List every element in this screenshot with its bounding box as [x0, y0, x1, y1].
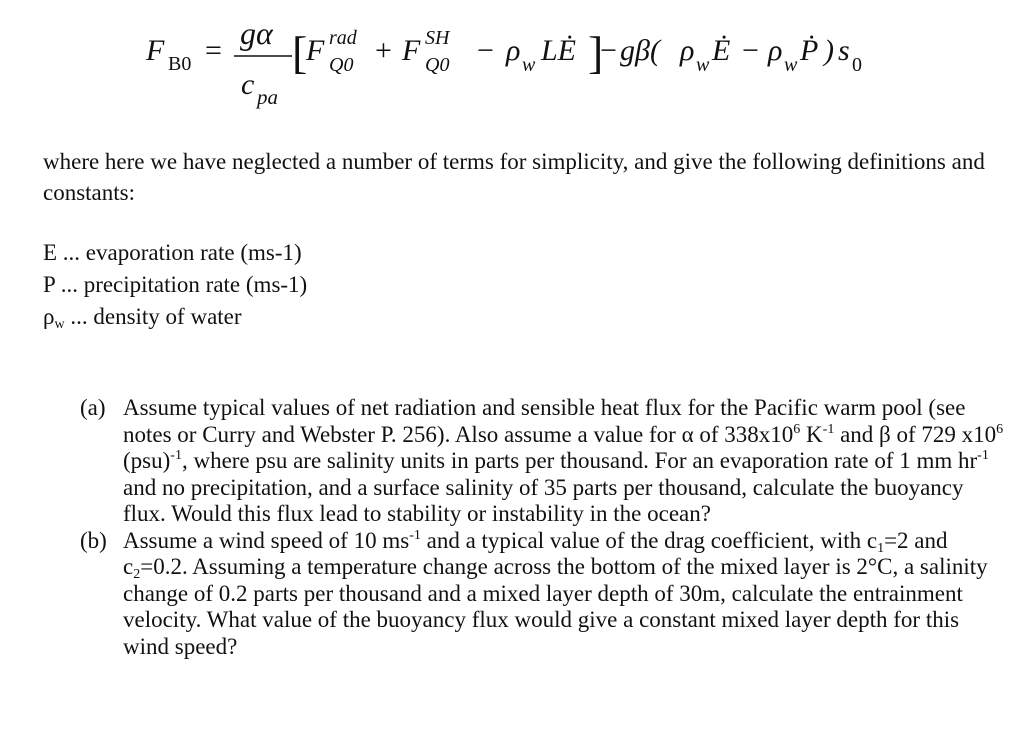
qa-part-2: K	[800, 421, 823, 447]
bracket-open: [	[292, 27, 308, 78]
definitions-list	[43, 237, 307, 333]
term3-rho-subscript: w	[522, 54, 536, 76]
qa-part-1: Assume typical values of net radiation and sensible heat flux for the Pacific warm pool (see notes or Curry and Webster P. 256). Also assume a value for α of 338x10	[123, 395, 966, 447]
definition-evaporation: E ... evaporation rate (ms-1)	[43, 240, 302, 265]
term1-subscript: Q0	[329, 54, 354, 76]
term1-symbol: F	[306, 34, 325, 67]
term4-evaporation: Ė	[712, 34, 731, 67]
fraction-denominator: c	[241, 68, 255, 101]
qb-part-4: =0.2. Assuming a temperature change across the bottom of the mixed layer is 2°C, a salinity change of 0.2 parts per thousand and a mixed layer depth of 30m, calculate the entrainment velocity. What value of the buoyancy flux would give a constant mixed layer depth for this wind speed?	[123, 554, 988, 659]
term4-salinity-subscript: 0	[852, 54, 862, 76]
plus-sign: +	[375, 34, 392, 67]
qa-sup-2: -1	[822, 421, 835, 437]
term4-rho-1-subscript: w	[696, 54, 710, 76]
qa-part-4: (psu)	[123, 448, 171, 473]
question-b-label: (b)	[80, 527, 107, 553]
density-text: ... density of water	[64, 304, 242, 329]
qa-sup-5: -1	[977, 448, 989, 463]
term1-superscript: rad	[329, 27, 357, 49]
term3-rest: LĖ	[541, 34, 577, 67]
question-b-text	[123, 528, 1005, 661]
term2-symbol: F	[402, 34, 421, 67]
rho-subscript: w	[54, 317, 65, 332]
question-a	[80, 395, 1005, 528]
term4-rho-1: ρ	[680, 34, 695, 67]
term4-salinity: s	[838, 34, 850, 67]
question-a-label: (a)	[80, 395, 106, 420]
qa-part-6: and no precipitation, and a surface salinity of 35 parts per thousand, calculate the buoyancy flux. Would this flux lead to stability or instability in the ocean?	[123, 474, 964, 526]
qa-sup-3: 6	[996, 421, 1004, 437]
term4-prefix: gβ(	[620, 34, 660, 67]
bracket-close: ]	[588, 27, 604, 78]
equals-sign: =	[205, 34, 222, 67]
definition-precipitation: P ... precipitation rate (ms-1)	[43, 272, 308, 297]
qb-part-2: and a typical value of the drag coefficient, with c	[420, 527, 878, 553]
minus-sign-2: −	[600, 34, 617, 67]
qb-sub-1: 1	[877, 540, 885, 556]
intro-paragraph: where here we have neglected a number of terms for simplicity, and give the following definitions and constants:	[43, 149, 985, 205]
qb-part-1: Assume a wind speed of 10 ms	[123, 527, 410, 553]
term2-subscript: Q0	[425, 54, 450, 76]
rho-symbol: ρ	[43, 304, 55, 329]
term4-precipitation: Ṗ	[800, 34, 819, 67]
term4-rho-2: ρ	[768, 34, 783, 67]
fraction-numerator: gα	[240, 15, 273, 51]
lhs-subscript: B0	[168, 53, 192, 75]
qa-sup-1: 6	[793, 421, 801, 437]
lhs-symbol: F	[146, 34, 165, 67]
qa-part-3: and β of 729 x10	[834, 421, 997, 447]
term4-rho-2-subscript: w	[784, 54, 798, 76]
term4-close-paren: )	[824, 34, 834, 67]
buoyancy-flux-equation	[0, 0, 1022, 130]
qb-sub-2: 2	[133, 567, 141, 582]
questions-list	[80, 395, 1005, 660]
term3-rho: ρ	[506, 34, 521, 67]
question-a-text	[123, 395, 1005, 528]
qb-sup-1: -1	[409, 527, 421, 543]
qa-sup-4: -1	[170, 448, 182, 463]
question-b	[80, 528, 1005, 661]
minus-sign-3: −	[742, 34, 759, 67]
qa-part-5: , where psu are salinity units in parts per thousand. For an evaporation rate of 1 mm hr	[181, 448, 978, 473]
fraction-denominator-subscript: pa	[257, 85, 278, 109]
term2-superscript: SH	[425, 27, 450, 49]
qb-part-3: =2 and c	[123, 527, 948, 579]
minus-sign: −	[477, 34, 494, 67]
definition-density	[43, 301, 307, 333]
